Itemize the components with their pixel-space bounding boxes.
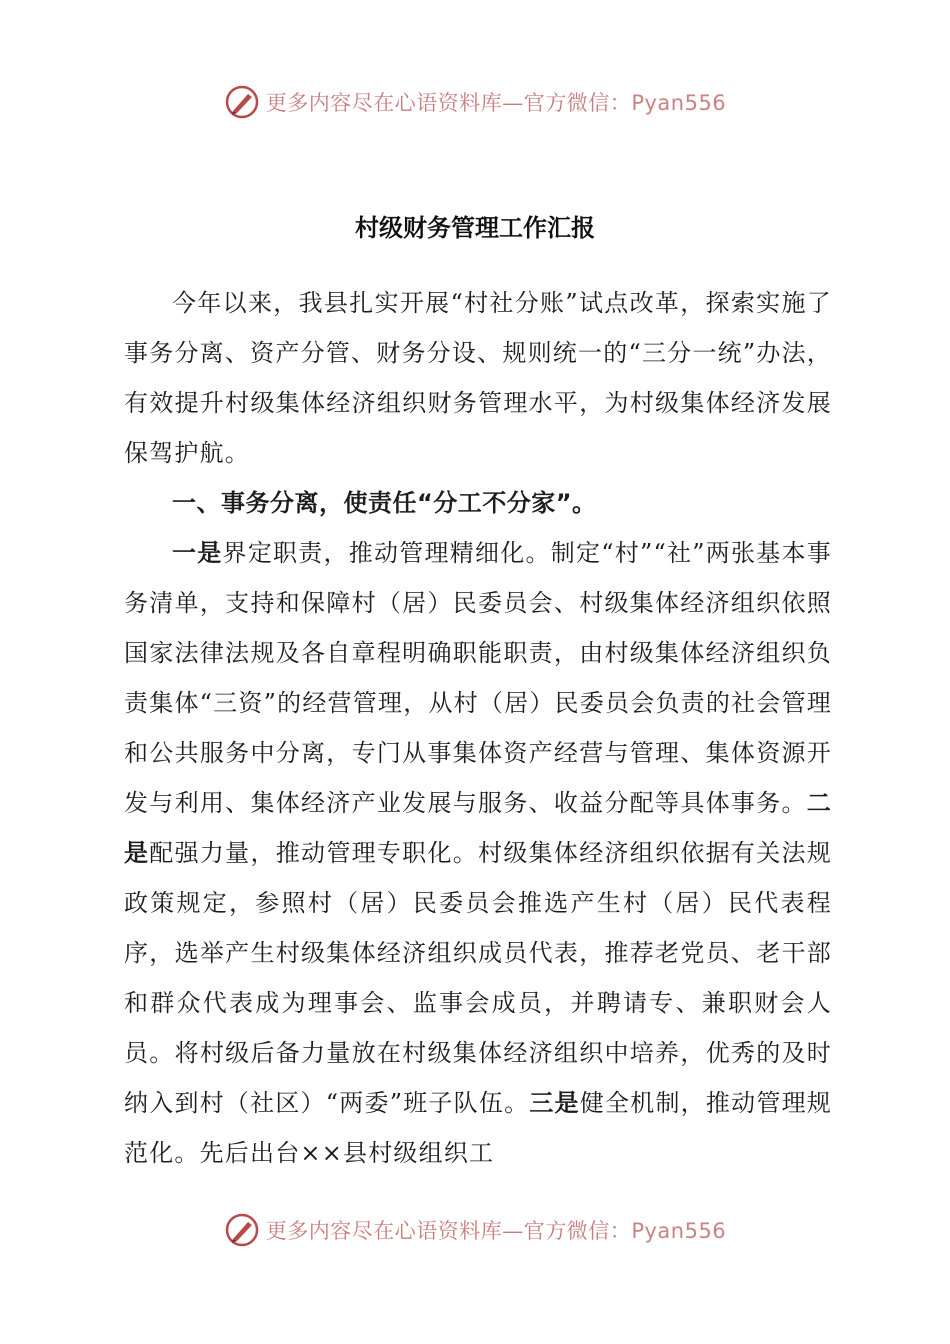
intro-paragraph: 今年以来，我县扎实开展“村社分账”试点改革，探索实施了事务分离、资产分管、财务分设、规则统一的“三分一统”办法，有效提升村级集体经济组织财务管理水平，为村级集体经济发展保驾护航。 <box>124 289 832 467</box>
pen-logo-icon <box>224 84 260 120</box>
lead-marker-1: 一是 <box>172 539 223 567</box>
section-heading-1: 一、事务分离，使责任“分工不分家”。 <box>172 489 597 517</box>
watermark-wechat-id: Pyan556 <box>631 1219 727 1243</box>
paragraph-text-3: 健全机制，推动管理规范化。先后出台××县村级组织工 <box>124 1089 832 1167</box>
paragraph-text-1: 界定职责，推动管理精细化。制定“村”“社”两张基本事务清单，支持和保障村（居）民委员会、村级集体经济组织依照国家法律法规及各自章程明确职能职责，由村级集体经济组织负责集体“三资”的经营管理，从村（居）民委员会负责的社会管理和公共服务中分离，专门从事集体资产经营与管理、集体资源开发与利用、集体经济产业发展与服务、收益分配等具体事务。 <box>124 539 833 817</box>
paragraph-text-2: 配强力量，推动管理专职化。村级集体经济组织依据有关法规政策规定，参照村（居）民委员会推选产生村（居）民代表程序，选举产生村级集体经济组织成员代表，推荐老党员、老干部和群众代表成为理事会、监事会成员，并聘请专、兼职财会人员。将村级后备力量放在村级集体经济组织中培养，优秀的及时纳入到村（社区）“两委”班子队伍。 <box>124 839 832 1117</box>
body-paragraph <box>124 528 832 1178</box>
watermark-text: 更多内容尽在心语资料库—官方微信： <box>265 1219 632 1243</box>
watermark-header <box>0 82 950 122</box>
pen-logo-icon <box>224 1212 260 1248</box>
watermark-footer <box>0 1210 950 1250</box>
document-body <box>124 278 832 1178</box>
lead-marker-2: 二是 <box>124 789 832 867</box>
lead-marker-3: 三是 <box>529 1089 580 1117</box>
watermark-text: 更多内容尽在心语资料库—官方微信： <box>265 91 632 115</box>
watermark-wechat-id: Pyan556 <box>631 91 727 115</box>
document-title: 村级财务管理工作汇报 <box>355 214 595 242</box>
